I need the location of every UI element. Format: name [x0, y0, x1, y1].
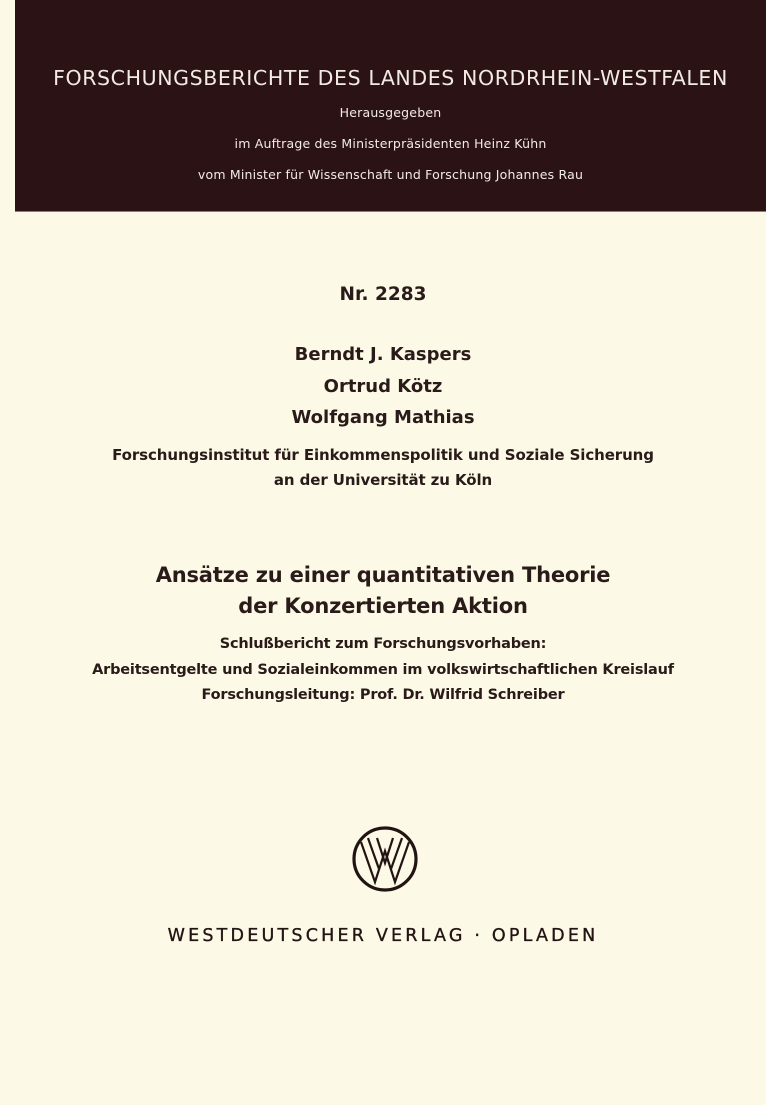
author-name: Wolfgang Mathias — [291, 407, 475, 428]
institute-line-1: Forschungsinstitut für Einkommenspolitik und Soziale Sicherung — [112, 446, 654, 464]
edited-by-label: Herausgegeben — [339, 105, 442, 120]
publisher-w-logo-icon — [351, 825, 419, 893]
publisher-name: WESTDEUTSCHER VERLAG · OPLADEN — [167, 926, 599, 946]
author-name: Berndt J. Kaspers — [294, 344, 472, 365]
series-title: FORSCHUNGSBERICHTE DES LANDES NORDRHEIN-WESTFALEN — [53, 66, 728, 90]
author-name: Ortrud Kötz — [323, 376, 443, 397]
book-title-line-1: Ansätze zu einer quantitativen Theorie — [155, 563, 611, 587]
book-title-line-2: der Konzertierten Aktion — [238, 594, 528, 618]
report-number: Nr. 2283 — [339, 284, 427, 305]
series-header-band — [15, 0, 766, 211]
minister-line: vom Minister für Wissenschaft und Forschung Johannes Rau — [197, 167, 584, 182]
subtitle-line-1: Schlußbericht zum Forschungsvorhaben: — [219, 636, 547, 652]
subtitle-line-2: Arbeitsentgelte und Sozialeinkommen im volkswirtschaftlichen Kreislauf — [92, 662, 674, 678]
subtitle-line-3: Forschungsleitung: Prof. Dr. Wilfrid Schreiber — [201, 687, 565, 703]
institute-line-2: an der Universität zu Köln — [273, 471, 493, 489]
commissioned-by-line: im Auftrage des Ministerpräsidenten Heinz Kühn — [234, 136, 547, 151]
